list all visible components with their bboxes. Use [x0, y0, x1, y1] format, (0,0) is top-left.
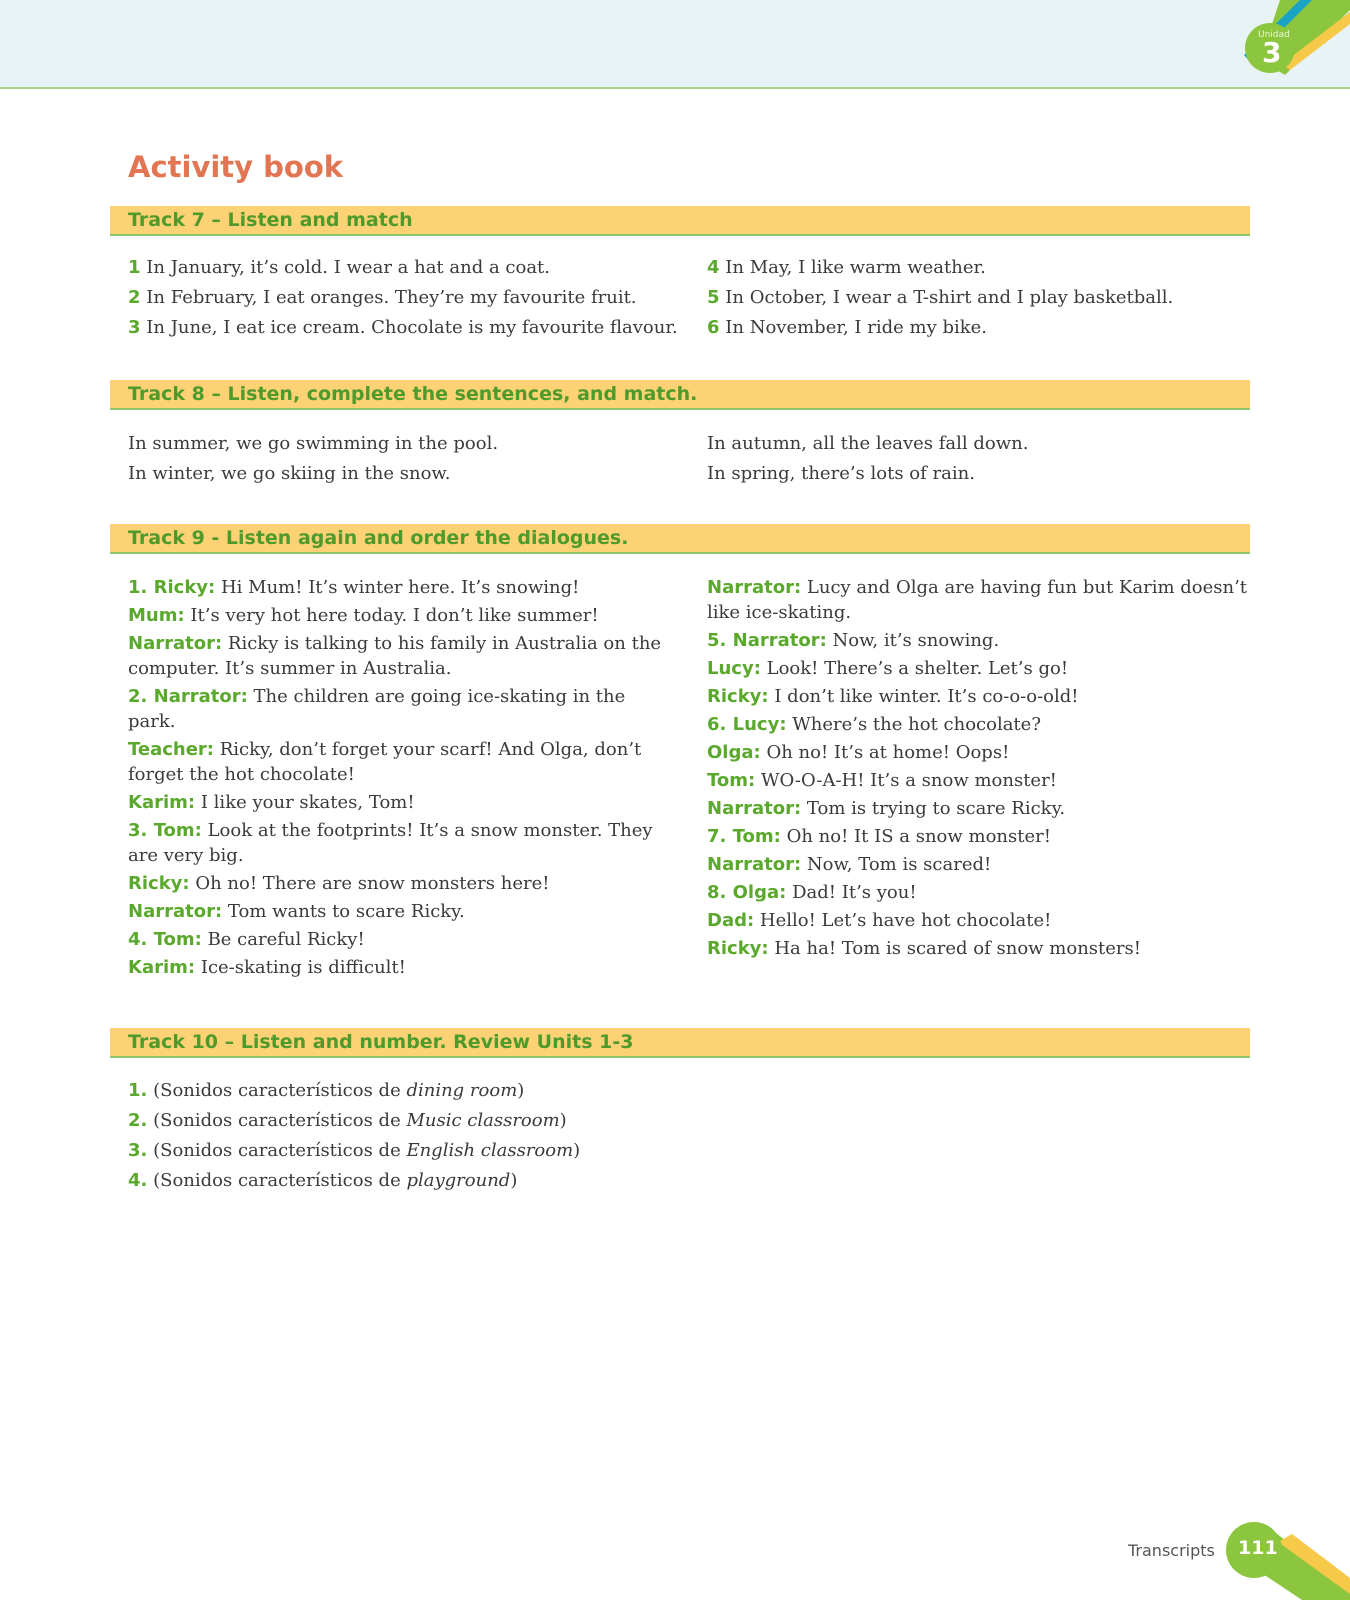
dialogue-line: Tom: WO-O-A-H! It’s a snow monster! — [707, 770, 1057, 791]
track-9-left-column — [128, 575, 673, 983]
dialogue-line: 4. Tom: Be careful Ricky! — [128, 929, 365, 950]
page-number-badge-icon — [1222, 1520, 1350, 1600]
track-9-right-column — [707, 575, 1252, 964]
track-9-header — [110, 524, 1250, 554]
dialogue-line: Olga: Oh no! It’s at home! Oops! — [707, 742, 1010, 763]
dialogue-line: Karim: I like your skates, Tom! — [128, 792, 415, 813]
track-8-header — [110, 380, 1250, 410]
list-item: In spring, there’s lots of rain. — [707, 463, 975, 484]
list-item: 6 In November, I ride my bike. — [707, 317, 988, 338]
dialogue-line: Narrator: Ricky is talking to his family in Australia on the computer. It’s summer in Australia. — [128, 633, 662, 679]
track-8-title: Track 8 – Listen, complete the sentences, and match. — [128, 383, 698, 405]
track-7-header — [110, 206, 1250, 236]
header-band — [0, 0, 1350, 89]
dialogue-line: 7. Tom: Oh no! It IS a snow monster! — [707, 826, 1051, 847]
dialogue-line: Narrator: Tom wants to scare Ricky. — [128, 901, 465, 922]
dialogue-line: Ricky: Oh no! There are snow monsters here! — [128, 873, 550, 894]
dialogue-line: Ricky: I don’t like winter. It’s co-o-o-old! — [707, 686, 1079, 707]
dialogue-line: Teacher: Ricky, don’t forget your scarf! And Olga, don’t forget the hot chocolate! — [128, 739, 642, 785]
dialogue-line: 8. Olga: Dad! It’s you! — [707, 882, 917, 903]
list-item: 5 In October, I wear a T-shirt and I play basketball. — [707, 287, 1174, 308]
dialogue-line: 2. Narrator: The children are going ice-skating in the park. — [128, 686, 626, 732]
unit-badge-icon — [1240, 0, 1350, 80]
track-7-left-column — [128, 253, 678, 343]
list-item: 1 In January, it’s cold. I wear a hat and a coat. — [128, 257, 550, 278]
list-item: In winter, we go skiing in the snow. — [128, 463, 451, 484]
list-item: 2. (Sonidos característicos de Music classroom) — [128, 1110, 567, 1131]
list-item: In summer, we go swimming in the pool. — [128, 433, 499, 454]
dialogue-line: Narrator: Now, Tom is scared! — [707, 854, 992, 875]
dialogue-line: 5. Narrator: Now, it’s snowing. — [707, 630, 1000, 651]
list-item: 4. (Sonidos característicos de playground) — [128, 1170, 518, 1191]
track-8-right-column — [707, 429, 1252, 489]
list-item: 4 In May, I like warm weather. — [707, 257, 986, 278]
list-item: 3. (Sonidos característicos de English classroom) — [128, 1140, 581, 1161]
dialogue-line: 1. Ricky: Hi Mum! It’s winter here. It’s snowing! — [128, 577, 580, 598]
track-10-title: Track 10 – Listen and number. Review Units 1-3 — [128, 1031, 634, 1053]
list-item: 3 In June, I eat ice cream. Chocolate is my favourite flavour. — [128, 317, 678, 338]
dialogue-line: Dad: Hello! Let’s have hot chocolate! — [707, 910, 1052, 931]
dialogue-line: Karim: Ice-skating is difficult! — [128, 957, 406, 978]
track-10-header — [110, 1028, 1250, 1058]
dialogue-line: Ricky: Ha ha! Tom is scared of snow monsters! — [707, 938, 1141, 959]
track-7-title: Track 7 – Listen and match — [128, 209, 413, 231]
list-item: 1. (Sonidos característicos de dining room) — [128, 1080, 525, 1101]
list-item: In autumn, all the leaves fall down. — [707, 433, 1029, 454]
track-8-left-column — [128, 429, 673, 489]
track-10-list — [128, 1076, 673, 1196]
footer-section-label: Transcripts — [1128, 1541, 1215, 1560]
page-title: Activity book — [128, 150, 344, 184]
dialogue-line: Mum: It’s very hot here today. I don’t like summer! — [128, 605, 599, 626]
track-7-right-column — [707, 253, 1252, 343]
list-item: 2 In February, I eat oranges. They’re my favourite fruit. — [128, 287, 637, 308]
dialogue-line: Lucy: Look! There’s a shelter. Let’s go! — [707, 658, 1069, 679]
dialogue-line: Narrator: Tom is trying to scare Ricky. — [707, 798, 1066, 819]
dialogue-line: Narrator: Lucy and Olga are having fun but Karim doesn’t like ice-skating. — [707, 577, 1248, 623]
unit-label: Unidad — [1258, 30, 1290, 40]
dialogue-line: 3. Tom: Look at the footprints! It’s a snow monster. They are very big. — [128, 820, 653, 866]
track-9-title: Track 9 - Listen again and order the dialogues. — [128, 527, 629, 549]
dialogue-line: 6. Lucy: Where’s the hot chocolate? — [707, 714, 1041, 735]
page-number: 111 — [1238, 1537, 1278, 1559]
unit-number: 3 — [1262, 36, 1282, 69]
